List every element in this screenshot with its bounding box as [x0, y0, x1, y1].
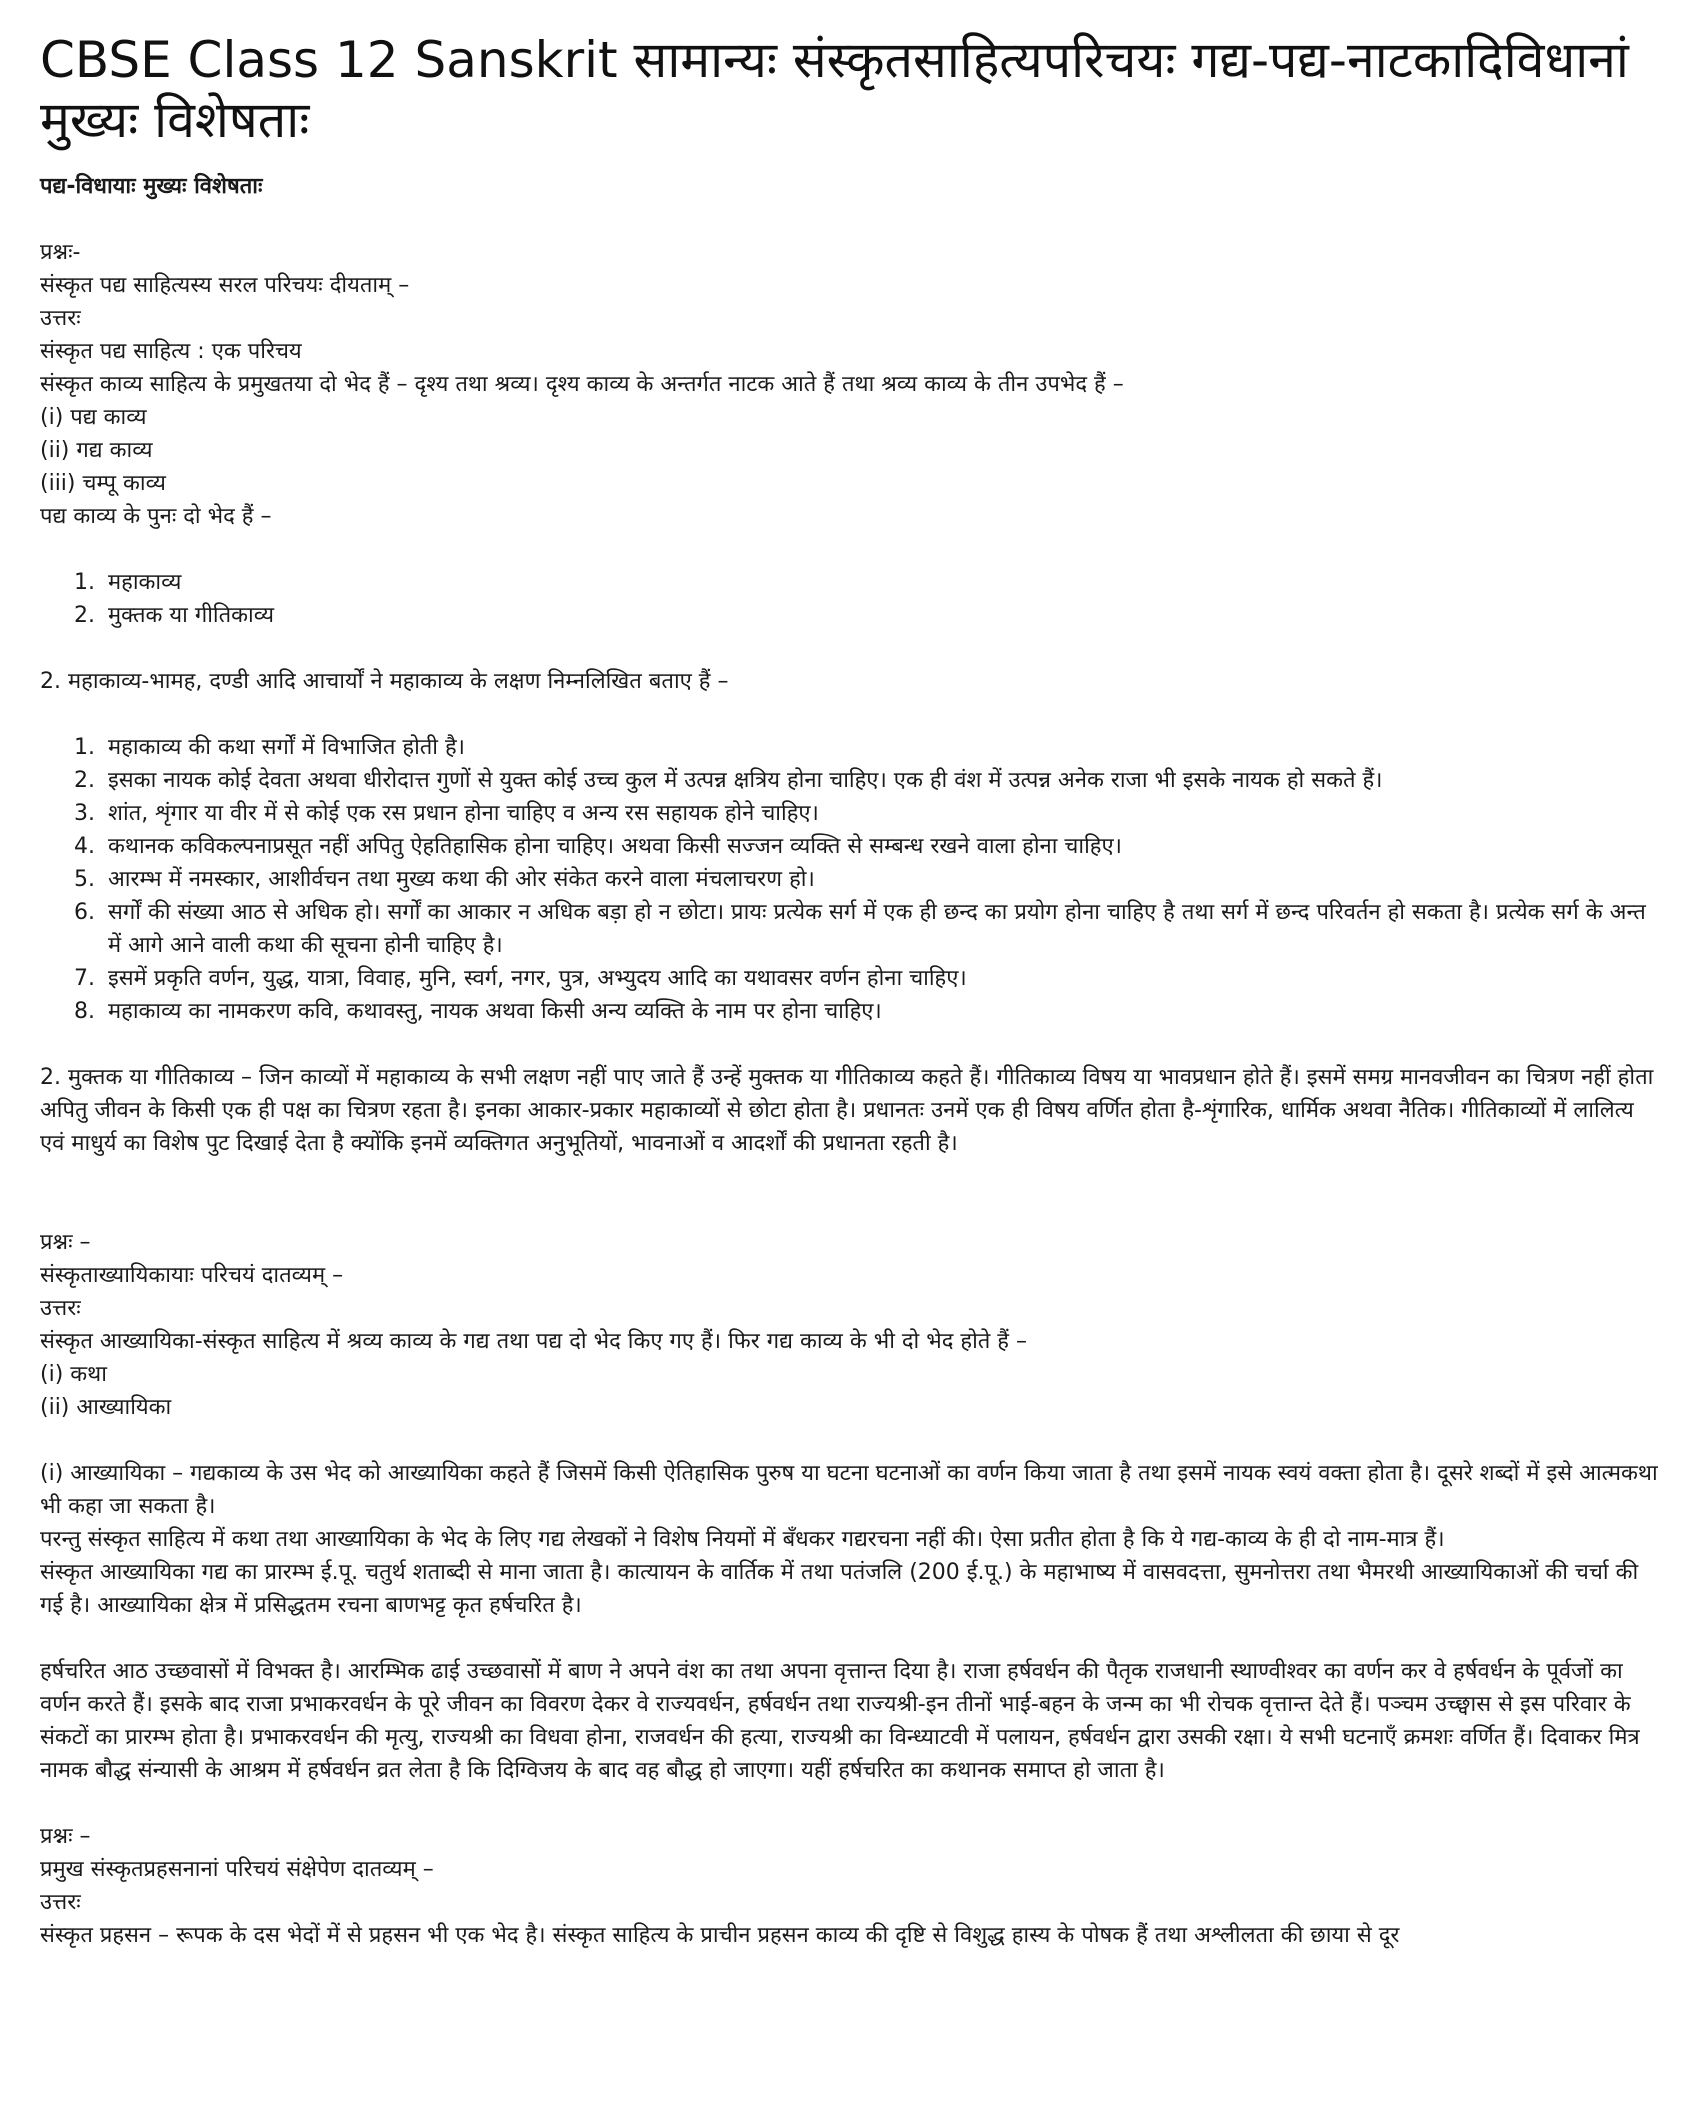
akhyayika-paragraph: (i) आख्यायिका – गद्यकाव्य के उस भेद को आख्यायिका कहते हैं जिसमें किसी ऐतिहासिक पुरुष या घटना घटनाओं का वर्णन किया जाता है तथा इसमें नायक स्वयं वक्ता होता है। दूसरे शब्दों में इसे आत्मकथा भी कहा जा सकता है। — [40, 1461, 1658, 1519]
gadya-type-item: (i) कथा — [40, 1362, 107, 1387]
mahakavya-lakshan-list — [40, 731, 1664, 1028]
uttar-label: उत्तरः — [40, 306, 81, 331]
prashna-label: प्रश्नः – — [40, 1824, 91, 1849]
question-text: संस्कृत पद्य साहित्यस्य सरल परिचयः दीयताम् – — [40, 273, 410, 298]
answer-title: संस्कृत पद्य साहित्य : एक परिचय — [40, 339, 302, 364]
question-block-1 — [40, 236, 1664, 1160]
kavya-type-item: (ii) गद्य काव्य — [40, 438, 153, 463]
list-item: 5. आरम्भ में नमस्कार, आशीर्वचन तथा मुख्य कथा की ओर संकेत करने वाला मंचलाचरण हो। — [102, 863, 1664, 896]
list-item: 4. कथानक कविकल्पनाप्रसूत नहीं अपितु ऐहतिहासिक होना चाहिए। अथवा किसी सज्जन व्यक्ति से सम्बन्ध रखने वाला होना चाहिए। — [102, 830, 1664, 863]
prashna-label: प्रश्नः- — [40, 240, 81, 265]
list-item: 2. मुक्तक या गीतिकाव्य — [102, 599, 1664, 632]
akhyayika-paragraph: संस्कृत आख्यायिका गद्य का प्रारम्भ ई.पू. चतुर्थ शताब्दी से माना जाता है। कात्यायन के वार्तिक में तथा पतंजलि (200 ई.पू.) के महाभाष्य में वासवदत्ता, सुमनोत्तरा तथा भैमरथी आख्यायिकाओं की चर्चा की गई है। आख्यायिका क्षेत्र में प्रसिद्धतम रचना बाणभट्ट कृत हर्षचरित है। — [40, 1560, 1639, 1618]
padya-types-intro: पद्य काव्य के पुनः दो भेद हैं – — [40, 504, 272, 529]
list-item: 8. महाकाव्य का नामकरण कवि, कथावस्तु, नायक अथवा किसी अन्य व्यक्ति के नाम पर होना चाहिए। — [102, 995, 1664, 1028]
question-text: प्रमुख संस्कृतप्रहसनानां परिचयं संक्षेपेण दातव्यम् – — [40, 1857, 434, 1882]
answer-intro: संस्कृत आख्यायिका-संस्कृत साहित्य में श्रव्य काव्य के गद्य तथा पद्य दो भेद किए गए हैं। फिर गद्य काव्य के भी दो भेद होते हैं – — [40, 1329, 1027, 1354]
list-item: 7. इसमें प्रकृति वर्णन, युद्ध, यात्रा, विवाह, मुनि, स्वर्ग, नगर, पुत्र, अभ्युदय आदि का यथावसर वर्णन होना चाहिए। — [102, 962, 1664, 995]
list-item: 1. महाकाव्य — [102, 566, 1664, 599]
answer-intro: संस्कृत काव्य साहित्य के प्रमुखतया दो भेद हैं – दृश्य तथा श्रव्य। दृश्य काव्य के अन्तर्गत नाटक आते हैं तथा श्रव्य काव्य के तीन उपभेद हैं – — [40, 372, 1124, 397]
mahakavya-intro: 2. महाकाव्य-भामह, दण्डी आदि आचार्यों ने महाकाव्य के लक्षण निम्नलिखित बताए हैं – — [40, 669, 729, 694]
harshacharita-paragraph: हर्षचरित आठ उच्छवासों में विभक्त है। आरम्भिक ढाई उच्छवासों में बाण ने अपने वंश का तथा अपना वृत्तान्त दिया है। राजा हर्षवर्धन की पैतृक राजधानी स्थाण्वीश्वर का वर्णन कर वे हर्षवर्धन के पूर्वजों का वर्णन करते हैं। इसके बाद राजा प्रभाकरवर्धन के पूरे जीवन का विवरण देकर वे राज्यवर्धन, हर्षवर्धन तथा राज्यश्री-इन तीनों भाई-बहन के जन्म का भी रोचक वृत्तान्त देते हैं। पञ्चम उच्छ्वास से इस परिवार के संकटों का प्रारम्भ होता है। प्रभाकरवर्धन की मृत्यु, राज्यश्री का विधवा होना, राजवर्धन की हत्या, राज्यश्री का विन्ध्याटवी में पलायन, हर्षवर्धन द्वारा उसकी रक्षा। ये सभी घटनाएँ क्रमशः वर्णित हैं। दिवाकर मित्र नामक बौद्ध संन्यासी के आश्रम में हर्षवर्धन व्रत लेता है कि दिग्विजय के बाद वह बौद्ध हो जाएगा। यहीं हर्षचरित का कथानक समाप्त हो जाता है। — [40, 1659, 1640, 1783]
list-item: 1. महाकाव्य की कथा सर्गों में विभाजित होती है। — [102, 731, 1664, 764]
section-subheading: पद्य-विधायाः मुख्यः विशेषताः — [40, 174, 263, 199]
page-title: CBSE Class 12 Sanskrit सामान्यः संस्कृतसाहित्यपरिचयः गद्य-पद्य-नाटकादिविधानां मुख्यः विशेषताः — [40, 31, 1629, 149]
question-block-2 — [40, 1226, 1664, 1787]
gadya-type-item: (ii) आख्यायिका — [40, 1395, 172, 1420]
question-text: संस्कृताख्यायिकायाः परिचयं दातव्यम् – — [40, 1263, 344, 1288]
list-item: 6. सर्गों की संख्या आठ से अधिक हो। सर्गों का आकार न अधिक बड़ा हो न छोटा। प्रायः प्रत्येक सर्ग में एक ही छन्द का प्रयोग होना चाहिए है तथा सर्ग में छन्द परिवर्तन हो सकता है। प्रत्येक सर्ग के अन्त में आगे आने वाली कथा की सूचना होनी चाहिए है। — [102, 896, 1664, 962]
muktak-paragraph: 2. मुक्तक या गीतिकाव्य – जिन काव्यों में महाकाव्य के सभी लक्षण नहीं पाए जाते हैं उन्हें मुक्तक या गीतिकाव्य कहते हैं। गीतिकाव्य विषय या भावप्रधान होते हैं। इसमें समग्र मानवजीवन का चित्रण नहीं होता अपितु जीवन के किसी एक ही पक्ष का चित्रण रहता है। इनका आकार-प्रकार महाकाव्यों से छोटा होता है। प्रधानतः उनमें एक ही विषय वर्णित होता है-शृंगारिक, धार्मिक अथवा नैतिक। गीतिकाव्यों में लालित्य एवं माधुर्य का विशेष पुट दिखाई देता है क्योंकि इनमें व्यक्तिगत अनुभूतियों, भावनाओं व आदर्शों की प्रधानता रहती है। — [40, 1065, 1654, 1156]
padya-types-list — [40, 566, 1664, 632]
akhyayika-paragraph: परन्तु संस्कृत साहित्य में कथा तथा आख्यायिका के भेद के लिए गद्य लेखकों ने विशेष नियमों में बँधकर गद्यरचना नहीं की। ऐसा प्रतीत होता है कि ये गद्य-काव्य के ही दो नाम-मात्र हैं। — [40, 1527, 1445, 1552]
list-item: 2. इसका नायक कोई देवता अथवा धीरोदात्त गुणों से युक्त कोई उच्च कुल में उत्पन्न क्षत्रिय होना चाहिए। एक ही वंश में उत्पन्न अनेक राजा भी इसके नायक हो सकते हैं। — [102, 764, 1664, 797]
list-item: 3. शांत, शृंगार या वीर में से कोई एक रस प्रधान होना चाहिए व अन्य रस सहायक होने चाहिए। — [102, 797, 1664, 830]
question-block-3 — [40, 1820, 1664, 1952]
kavya-type-item: (iii) चम्पू काव्य — [40, 471, 166, 496]
prashna-label: प्रश्नः – — [40, 1230, 91, 1255]
uttar-label: उत्तरः — [40, 1890, 81, 1915]
uttar-label: उत्तरः — [40, 1296, 81, 1321]
prahasan-paragraph: संस्कृत प्रहसन – रूपक के दस भेदों में से प्रहसन भी एक भेद है। संस्कृत साहित्य के प्राचीन प्रहसन काव्य की दृष्टि से विशुद्ध हास्य के पोषक हैं तथा अश्लीलता की छाया से दूर — [40, 1923, 1400, 1948]
kavya-type-item: (i) पद्य काव्य — [40, 405, 147, 430]
